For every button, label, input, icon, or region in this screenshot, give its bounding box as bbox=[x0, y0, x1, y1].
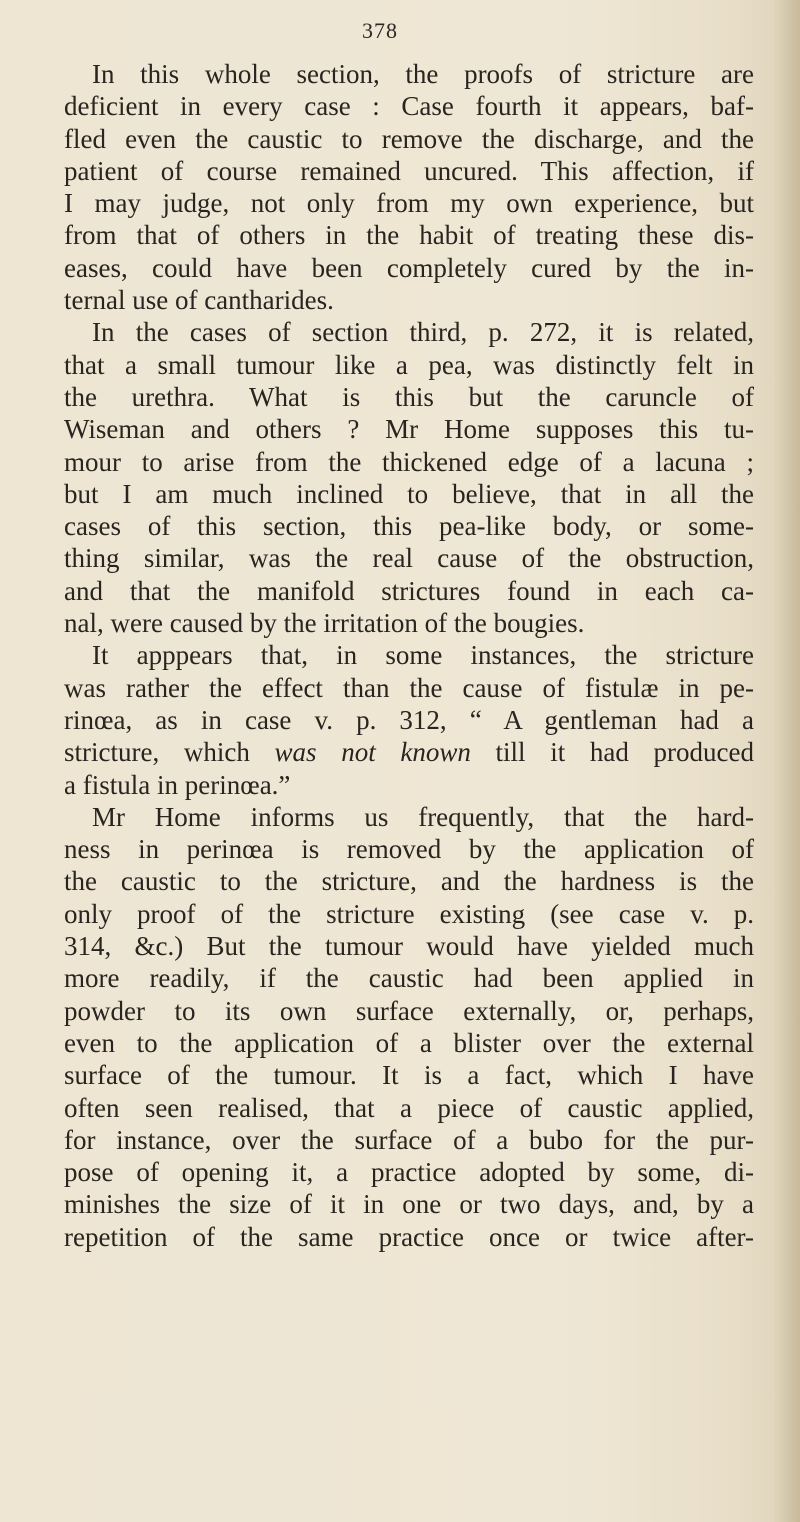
text-line: the urethra. What is this but the caruncle of bbox=[64, 381, 754, 412]
italic-phrase: was not known bbox=[274, 737, 471, 768]
text-line: for instance, over the surface of a bubo for the pur- bbox=[64, 1124, 754, 1155]
text-line: pose of opening it, a practice adopted by some, di- bbox=[64, 1157, 754, 1188]
text-line: surface of the tumour. It is a fact, which I have bbox=[64, 1060, 754, 1091]
paragraph-2 bbox=[64, 316, 754, 639]
text-line: mour to arise from the thickened edge of a lacuna ; bbox=[64, 446, 754, 477]
text-line: patient of course remained uncured. This affection, if bbox=[64, 155, 754, 186]
text-line: minishes the size of it in one or two days, and, by a bbox=[64, 1189, 754, 1220]
text-line: ternal use of cantharides. bbox=[64, 285, 334, 316]
text-line: cases of this section, this pea-like body, or some- bbox=[64, 511, 754, 542]
paragraph-3 bbox=[64, 639, 754, 800]
text-segment: stricture, which bbox=[64, 737, 275, 768]
text-line: but I am much inclined to believe, that in all the bbox=[64, 478, 754, 509]
text-line: and that the manifold strictures found in each ca- bbox=[64, 575, 754, 606]
page-edge-shadow bbox=[774, 0, 800, 1522]
text-line: from that of others in the habit of treating these dis- bbox=[64, 220, 754, 251]
text-line: that a small tumour like a pea, was distinctly felt in bbox=[64, 349, 754, 380]
text-line: only proof of the stricture existing (see case v. p. bbox=[64, 898, 754, 929]
text-line: powder to its own surface externally, or, perhaps, bbox=[64, 995, 754, 1026]
paragraph-4 bbox=[64, 801, 754, 1253]
text-line: It apppears that, in some instances, the stricture bbox=[92, 640, 754, 671]
text-line: was rather the effect than the cause of fistulæ in pe- bbox=[64, 672, 754, 703]
text-line: ness in perinœa is removed by the application of bbox=[64, 834, 754, 865]
text-line: more readily, if the caustic had been applied in bbox=[64, 963, 754, 994]
text-line: Wiseman and others ? Mr Home supposes this tu- bbox=[64, 414, 754, 445]
text-line: fled even the caustic to remove the discharge, and the bbox=[64, 123, 754, 154]
text-line: even to the application of a blister over the external bbox=[64, 1027, 754, 1058]
text-line: rinœa, as in case v. p. 312, “ A gentleman had a bbox=[64, 704, 754, 735]
text-line: eases, could have been completely cured by the in- bbox=[64, 252, 754, 283]
text-line: 314, &c.) But the tumour would have yielded much bbox=[64, 931, 754, 962]
text-line: thing similar, was the real cause of the obstruction, bbox=[64, 543, 754, 574]
text-line: nal, were caused by the irritation of the bougies. bbox=[64, 608, 585, 639]
text-line-with-italic bbox=[64, 736, 754, 768]
page-number: 378 bbox=[362, 18, 398, 43]
paragraph-1 bbox=[64, 58, 754, 316]
text-line: often seen realised, that a piece of caustic applied, bbox=[64, 1092, 754, 1123]
text-line: deficient in every case : Case fourth it appears, baf- bbox=[64, 91, 754, 122]
text-line: the caustic to the stricture, and the hardness is the bbox=[64, 866, 754, 897]
text-line: Mr Home informs us frequently, that the hard- bbox=[92, 801, 754, 832]
text-line: In the cases of section third, p. 272, it is related, bbox=[92, 317, 754, 348]
text-line: a fistula in perinœa.” bbox=[64, 769, 291, 800]
body-text bbox=[64, 58, 754, 1253]
text-segment: till it had produced bbox=[470, 737, 754, 768]
text-line: In this whole section, the proofs of stricture are bbox=[92, 59, 754, 89]
text-line: I may judge, not only from my own experience, but bbox=[64, 188, 754, 219]
text-line: repetition of the same practice once or twice after- bbox=[64, 1221, 754, 1252]
